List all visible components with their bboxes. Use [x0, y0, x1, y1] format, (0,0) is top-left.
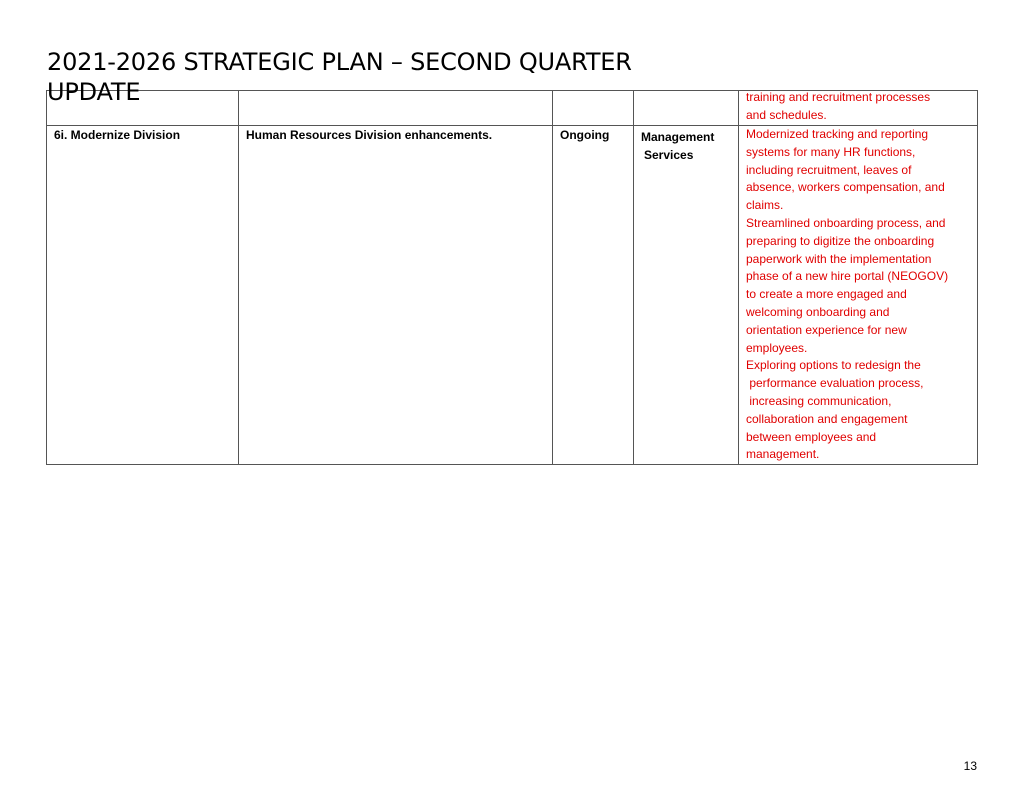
update-line: preparing to digitize the onboarding	[746, 233, 935, 248]
page-title: 2021-2026 STRATEGIC PLAN – SECOND QUARTER UPDATE	[47, 48, 632, 106]
update-line: collaboration and engagement	[746, 411, 908, 426]
update-line: performance evaluation process,	[746, 376, 924, 391]
responsible-line: Services	[644, 147, 694, 162]
cell-responsible	[634, 126, 739, 465]
update-line: welcoming onboarding and	[746, 304, 890, 319]
update-line: to create a more engaged and	[746, 287, 907, 302]
cell-action: Human Resources Division enhancements.	[239, 126, 553, 465]
update-line: claims.	[746, 198, 784, 213]
table-row-6i	[47, 126, 978, 465]
update-line: Exploring options to redesign the	[746, 358, 921, 373]
update-line: between employees and	[746, 429, 877, 444]
update-line: training and recruitment processes	[746, 90, 931, 104]
update-line: management.	[746, 447, 820, 462]
responsible-line: Management	[641, 130, 715, 144]
update-line: Streamlined onboarding process, and	[746, 215, 946, 230]
cell-update-continued	[739, 91, 978, 126]
strategic-plan-table	[46, 90, 978, 465]
update-line: absence, workers compensation, and	[746, 180, 945, 195]
cell-objective: 6i. Modernize Division	[47, 126, 239, 465]
update-line: and schedules.	[746, 107, 827, 122]
update-line: paperwork with the implementation	[746, 251, 932, 266]
cell-status: Ongoing	[553, 126, 634, 465]
update-line: orientation experience for new	[746, 322, 907, 337]
page-number: 13	[963, 759, 977, 773]
update-line: increasing communication,	[746, 393, 892, 408]
update-line: systems for many HR functions,	[746, 144, 916, 159]
update-line: phase of a new hire portal (NEOGOV)	[746, 269, 949, 284]
update-line: including recruitment, leaves of	[746, 162, 912, 177]
update-line: employees.	[746, 340, 808, 355]
cell-update	[739, 126, 978, 465]
update-line: Modernized tracking and reporting	[746, 127, 929, 141]
